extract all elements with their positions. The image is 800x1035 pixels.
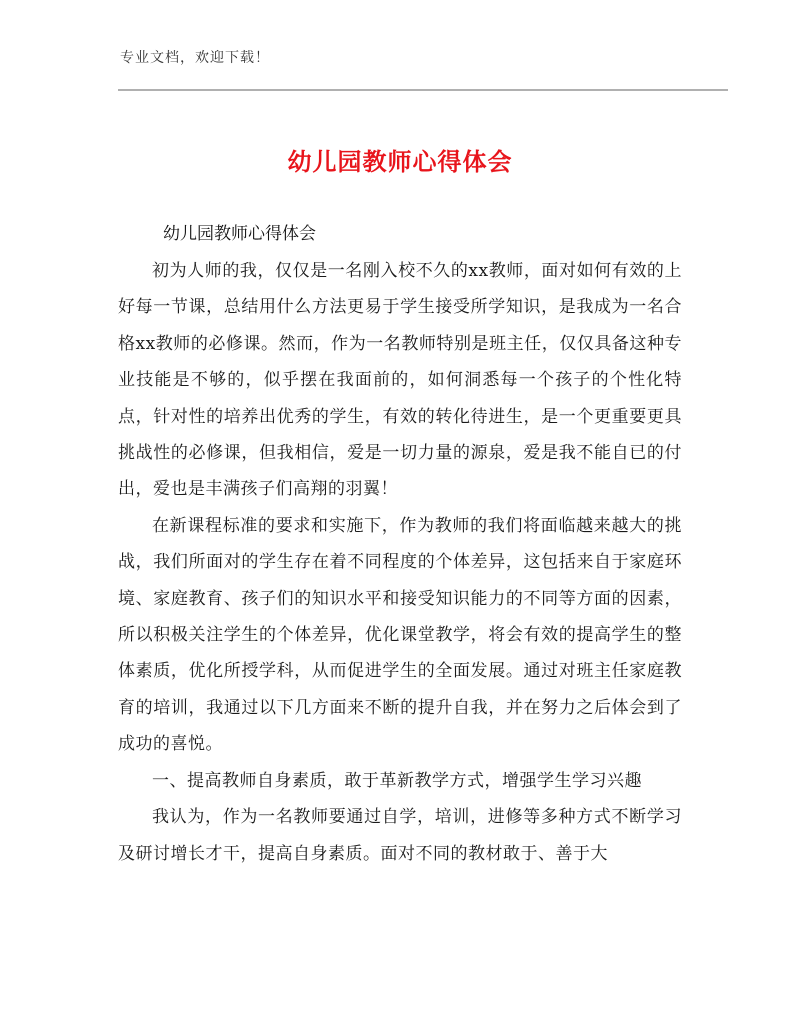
section-heading-1: 一、提高教师自身素质，敢于革新教学方式，增强学生学习兴趣	[152, 770, 642, 791]
header-divider	[118, 89, 728, 91]
paragraph-2: 在新课程标准的要求和实施下，作为教师的我们将面临越来越大的挑战，我们所面对的学生存在着不同程度的个体差异，这包括来自于家庭环境、家庭教育、孩子们的知识水平和接受知识能力的不同等方面的因素，所以积极关注学生的个体差异，优化课堂教学，将会有效的提高学生的整体素质，优化所授学科，从而促进学生的全面发展。通过对班主任家庭教育的培训，我通过以下几方面来不断的提升自我，并在努力之后体会到了成功的喜悦。	[118, 515, 682, 755]
document-body	[118, 253, 682, 872]
page-header-text: 专业文档，欢迎下载！	[120, 50, 270, 66]
document-subtitle: 幼儿园教师心得体会	[163, 224, 316, 244]
paragraph-1: 初为人师的我，仅仅是一名刚入校不久的xx教师，面对如何有效的上好每一节课，总结用什么方法更易于学生接受所学知识，是我成为一名合格xx教师的必修课。然而，作为一名教师特别是班主任，仅仅具备这种专业技能是不够的，似乎摆在我面前的，如何洞悉每一个孩子的个性化特点，针对性的培养出优秀的学生，有效的转化待进生，是一个更重要更具挑战性的必修课，但我相信，爱是一切力量的源泉，爱是我不能自已的付出，爱也是丰满孩子们高翔的羽翼！	[118, 261, 682, 500]
document-title: 幼儿园教师心得体会	[287, 148, 513, 176]
paragraph-3: 我认为，作为一名教师要通过自学，培训，进修等多种方式不断学习及研讨增长才干，提高自身素质。面对不同的教材敢于、善于大	[118, 807, 682, 864]
